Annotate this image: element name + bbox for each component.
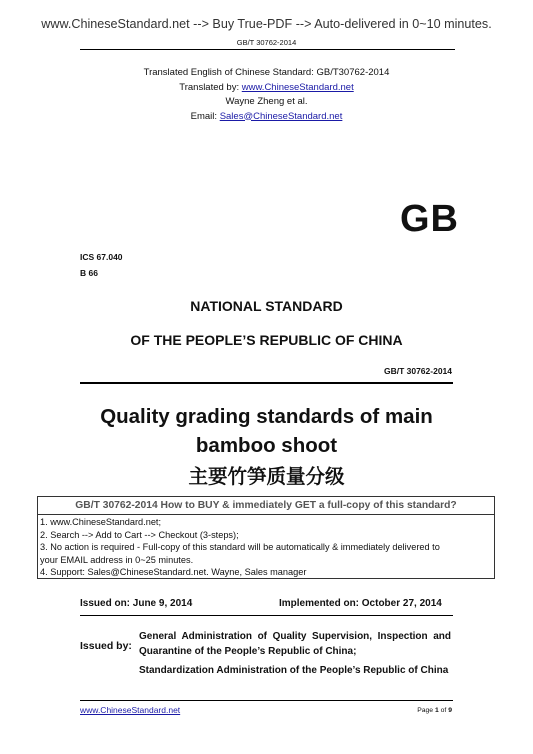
issued-by-label: Issued by:	[80, 640, 132, 652]
purchase-step[interactable]: 1. www.ChineseStandard.net;	[40, 517, 162, 527]
page-number: Page 1 of 9	[417, 707, 452, 714]
title-rule	[80, 382, 453, 384]
issuer-sac: Standardization Administration of the People’s Republic of China	[139, 665, 449, 676]
ccs-code: B 66	[80, 268, 98, 278]
national-standard-heading: NATIONAL STANDARD	[190, 298, 343, 314]
purchase-steps-list	[40, 516, 440, 579]
standard-code: GB/T 30762-2014	[383, 366, 452, 376]
translator-site-link[interactable]: www.ChineseStandard.net	[241, 81, 354, 93]
purchase-divider	[38, 514, 494, 515]
issued-on-date: Issued on: June 9, 2014	[80, 598, 193, 609]
dates-rule	[80, 615, 453, 616]
site-banner: www.ChineseStandard.net --> Buy True-PDF --> Auto-delivered in 0~10 minutes.	[41, 17, 492, 31]
translation-info	[0, 66, 533, 124]
ics-code: ICS 67.040	[80, 252, 123, 262]
purchase-step: 4. Support: Sales@ChineseStandard.net. Wayne, Sales manager	[40, 567, 307, 577]
issuer-aqsiq: General Administration of Quality Supervision, Inspection and Quarantine of the People’s Republic of China;	[139, 631, 451, 657]
purchase-step: 2. Search --> Add to Cart --> Checkout (3-steps);	[40, 529, 239, 540]
footer-site-link[interactable]: www.ChineseStandard.net	[80, 705, 181, 715]
purchase-info-box	[37, 496, 495, 579]
document-title-line2: bamboo shoot	[195, 434, 338, 457]
footer-rule	[80, 700, 453, 701]
document-title-line1: Quality grading standards of main	[100, 405, 433, 428]
translation-line: Translated English of Chinese Standard: GB/T30762-2014	[143, 67, 390, 78]
purchase-step: 3. No action is required - Full-copy of this standard will be automatically & immediately delivered to	[40, 542, 440, 552]
document-title-chinese: 主要竹笋质量分级	[188, 465, 345, 488]
header-standard-code: GB/T 30762-2014	[236, 38, 297, 47]
implemented-on-date: Implemented on: October 27, 2014	[279, 598, 442, 609]
purchase-step: your EMAIL address in 0~25 minutes.	[40, 554, 194, 565]
national-standard-subheading: OF THE PEOPLE’S REPUBLIC OF CHINA	[130, 332, 403, 348]
translated-by-line: Translated by: www.ChineseStandard.net	[179, 81, 354, 93]
translator-name: Wayne Zheng et al.	[225, 96, 308, 107]
gb-logo: GB	[400, 198, 459, 240]
purchase-heading: GB/T 30762-2014 How to BUY & immediately GET a full-copy of this standard?	[75, 500, 457, 511]
email-link[interactable]: Sales@ChineseStandard.net	[219, 110, 343, 122]
email-line: Email: Sales@ChineseStandard.net	[190, 110, 343, 122]
header-rule	[80, 49, 455, 50]
classification-codes	[80, 249, 123, 281]
